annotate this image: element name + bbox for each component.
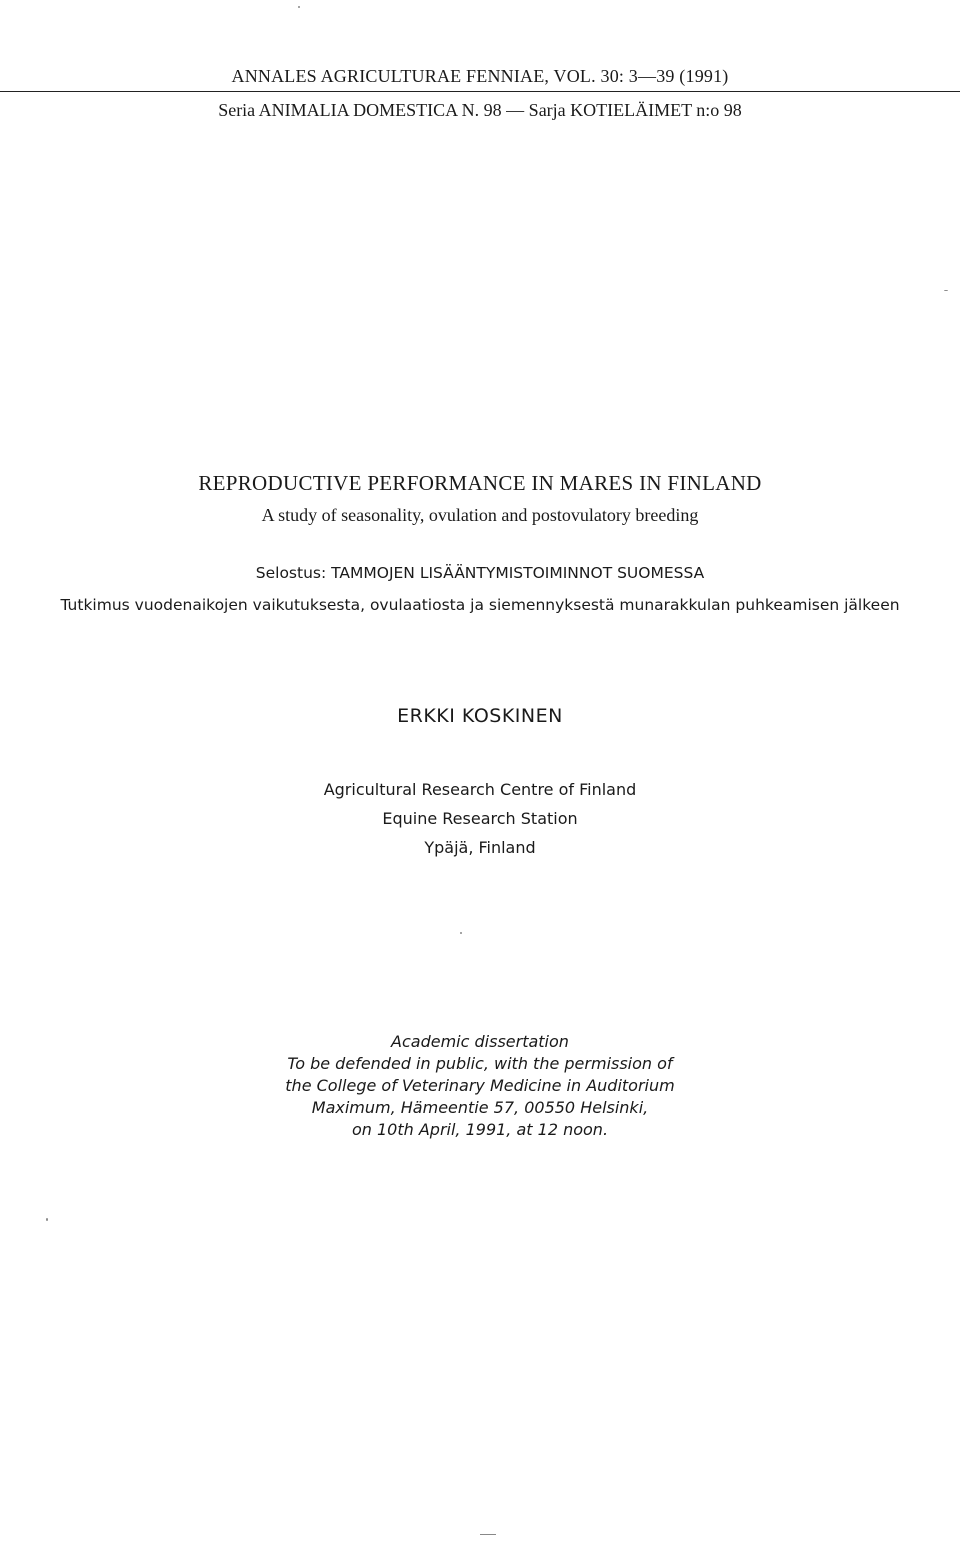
- affiliation-line-2: Equine Research Station: [382, 809, 578, 828]
- scan-speck: [480, 1534, 496, 1535]
- dissertation-line-5: on 10th April, 1991, at 12 noon.: [351, 1120, 609, 1139]
- dissertation-line-3: the College of Veterinary Medicine in Auditorium: [285, 1076, 675, 1095]
- journal-citation: ANNALES AGRICULTURAE FENNIAE, VOL. 30: 3—39 (1991): [231, 66, 729, 86]
- finnish-summary-subtitle: Tutkimus vuodenaikojen vaikutuksesta, ovulaatiosta ja siemennyksestä munarakkulan puhkeamisen jälkeen: [60, 596, 900, 614]
- scan-speck: [298, 6, 300, 8]
- author-name: ERKKI KOSKINEN: [397, 705, 563, 727]
- dissertation-line-2: To be defended in public, with the permission of: [287, 1054, 673, 1073]
- scan-speck: [46, 1218, 48, 1221]
- finnish-summary-title: Selostus: TAMMOJEN LISÄÄNTYMISTOIMINNOT SUOMESSA: [255, 564, 705, 582]
- dissertation-line-1: Academic dissertation: [391, 1032, 569, 1051]
- affiliation-line-3: Ypäjä, Finland: [424, 838, 536, 857]
- dissertation-line-4: Maximum, Hämeentie 57, 00550 Helsinki,: [311, 1098, 649, 1117]
- scan-speck: [460, 932, 462, 934]
- scan-speck: [944, 290, 948, 291]
- paper-title: REPRODUCTIVE PERFORMANCE IN MARES IN FINLAND: [198, 471, 762, 495]
- series-line: Seria ANIMALIA DOMESTICA N. 98 — Sarja KOTIELÄIMET n:o 98: [218, 100, 742, 120]
- header-rule: [0, 91, 960, 92]
- affiliation-line-1: Agricultural Research Centre of Finland: [323, 780, 637, 799]
- paper-subtitle: A study of seasonality, ovulation and postovulatory breeding: [261, 505, 699, 525]
